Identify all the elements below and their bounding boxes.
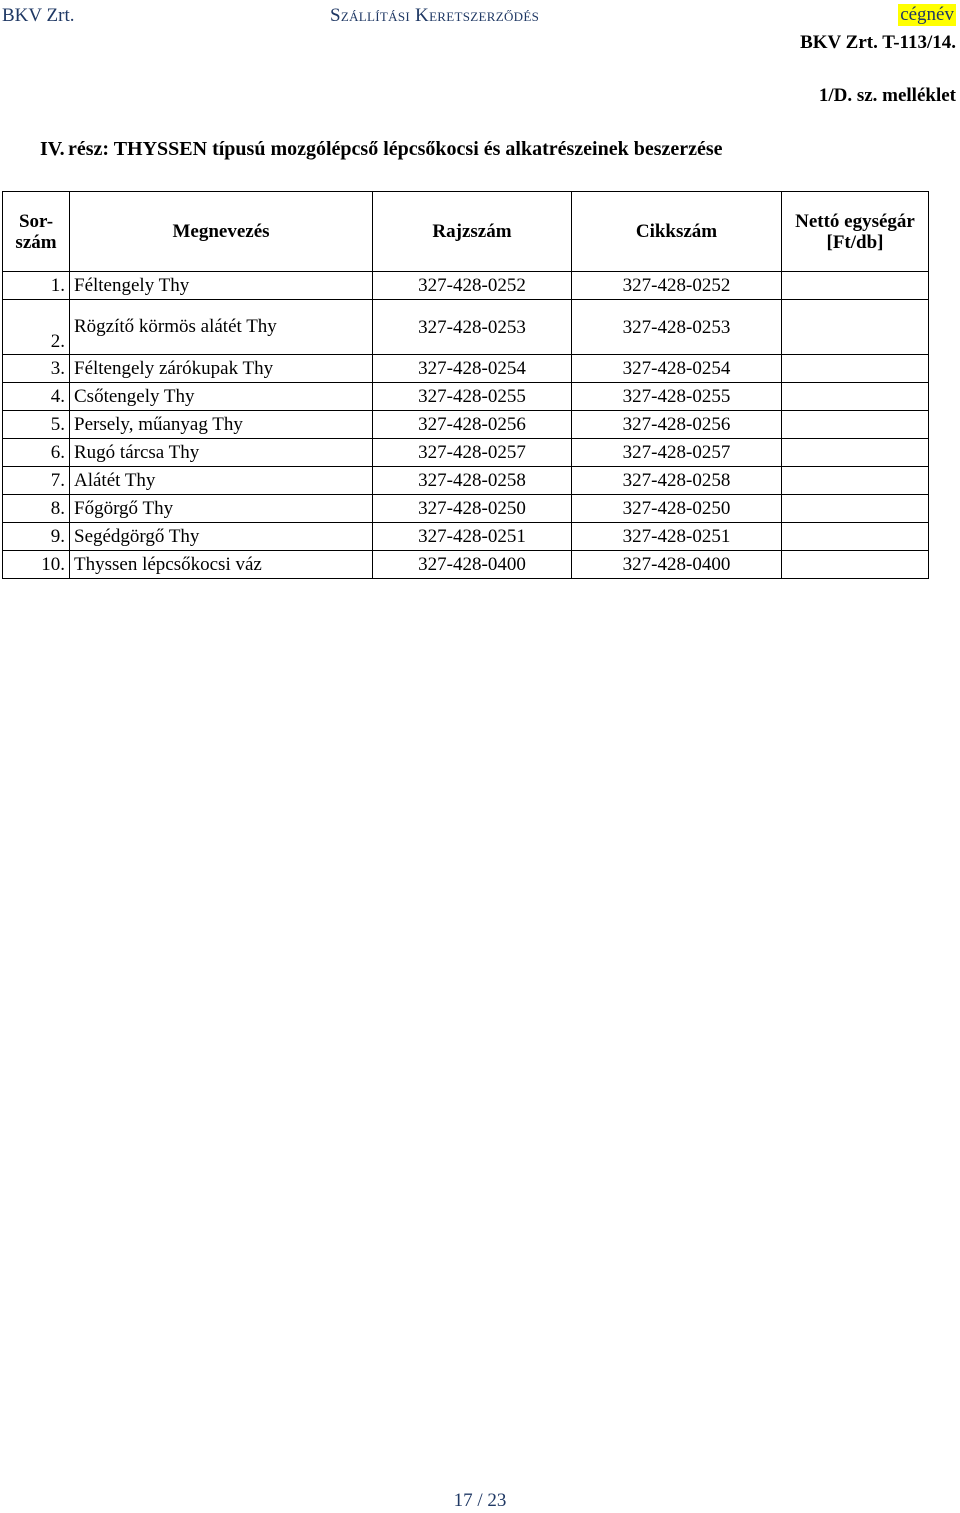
row-price	[782, 300, 929, 355]
header-company: BKV Zrt.	[2, 5, 75, 26]
row-item: 327-428-0250	[572, 495, 782, 523]
row-item: 327-428-0255	[572, 383, 782, 411]
table-row	[3, 355, 929, 383]
row-price	[782, 355, 929, 383]
header-item: Cikkszám	[572, 192, 782, 272]
row-drawing: 327-428-0400	[373, 551, 572, 579]
table-row	[3, 272, 929, 300]
row-item: 327-428-0254	[572, 355, 782, 383]
row-name: Alátét Thy	[70, 467, 373, 495]
row-price	[782, 272, 929, 300]
row-num: 3.	[3, 355, 70, 383]
header-drawing: Rajzszám	[373, 192, 572, 272]
row-name: Főgörgő Thy	[70, 495, 373, 523]
table-row	[3, 495, 929, 523]
annex-label: 1/D. sz. melléklet	[818, 85, 956, 106]
section-title-text: rész: THYSSEN típusú mozgólépcső lépcsőkocsi és alkatrészeinek beszerzése	[68, 138, 723, 160]
row-num: 1.	[3, 272, 70, 300]
row-drawing: 327-428-0252	[373, 272, 572, 300]
row-drawing: 327-428-0250	[373, 495, 572, 523]
row-drawing: 327-428-0254	[373, 355, 572, 383]
header-company-placeholder: cégnév	[900, 4, 954, 25]
table-row	[3, 383, 929, 411]
row-item: 327-428-0400	[572, 551, 782, 579]
row-item: 327-428-0251	[572, 523, 782, 551]
row-num: 2.	[3, 300, 70, 355]
row-name: Persely, műanyag Thy	[70, 411, 373, 439]
row-price	[782, 439, 929, 467]
row-price	[782, 383, 929, 411]
section-title	[40, 138, 723, 161]
row-name: Rögzítő körmös alátét Thy	[70, 300, 373, 355]
row-drawing: 327-428-0253	[373, 300, 572, 355]
contract-number: BKV Zrt. T-113/14.	[800, 32, 956, 53]
table-header-row	[3, 192, 929, 272]
row-num: 8.	[3, 495, 70, 523]
row-item: 327-428-0256	[572, 411, 782, 439]
row-num: 10.	[3, 551, 70, 579]
row-price	[782, 495, 929, 523]
row-drawing: 327-428-0257	[373, 439, 572, 467]
row-num: 7.	[3, 467, 70, 495]
row-drawing: 327-428-0255	[373, 383, 572, 411]
row-price	[782, 523, 929, 551]
table-row	[3, 439, 929, 467]
table-row	[3, 411, 929, 439]
row-name: Féltengely Thy	[70, 272, 373, 300]
section-number: IV.	[40, 138, 65, 160]
row-drawing: 327-428-0251	[373, 523, 572, 551]
row-drawing: 327-428-0256	[373, 411, 572, 439]
row-price	[782, 467, 929, 495]
header-name: Megnevezés	[70, 192, 373, 272]
table-row	[3, 300, 929, 355]
row-num: 5.	[3, 411, 70, 439]
row-name: Rugó tárcsa Thy	[70, 439, 373, 467]
page-number: 17 / 23	[453, 1490, 507, 1511]
header-doc-type: Szállítási Keretszerződés	[330, 5, 540, 26]
row-num: 4.	[3, 383, 70, 411]
table-row	[3, 523, 929, 551]
row-item: 327-428-0258	[572, 467, 782, 495]
table-row	[3, 551, 929, 579]
row-num: 9.	[3, 523, 70, 551]
row-name: Féltengely zárókupak Thy	[70, 355, 373, 383]
header-price: Nettó egységár [Ft/db]	[782, 192, 929, 272]
row-price	[782, 551, 929, 579]
row-name: Csőtengely Thy	[70, 383, 373, 411]
row-name: Thyssen lépcsőkocsi váz	[70, 551, 373, 579]
header-num: Sor-szám	[3, 192, 70, 272]
items-table	[2, 191, 929, 579]
table-row	[3, 467, 929, 495]
row-num: 6.	[3, 439, 70, 467]
row-item: 327-428-0257	[572, 439, 782, 467]
row-item: 327-428-0252	[572, 272, 782, 300]
table-body	[3, 272, 929, 579]
row-item: 327-428-0253	[572, 300, 782, 355]
row-drawing: 327-428-0258	[373, 467, 572, 495]
row-name: Segédgörgő Thy	[70, 523, 373, 551]
row-price	[782, 411, 929, 439]
